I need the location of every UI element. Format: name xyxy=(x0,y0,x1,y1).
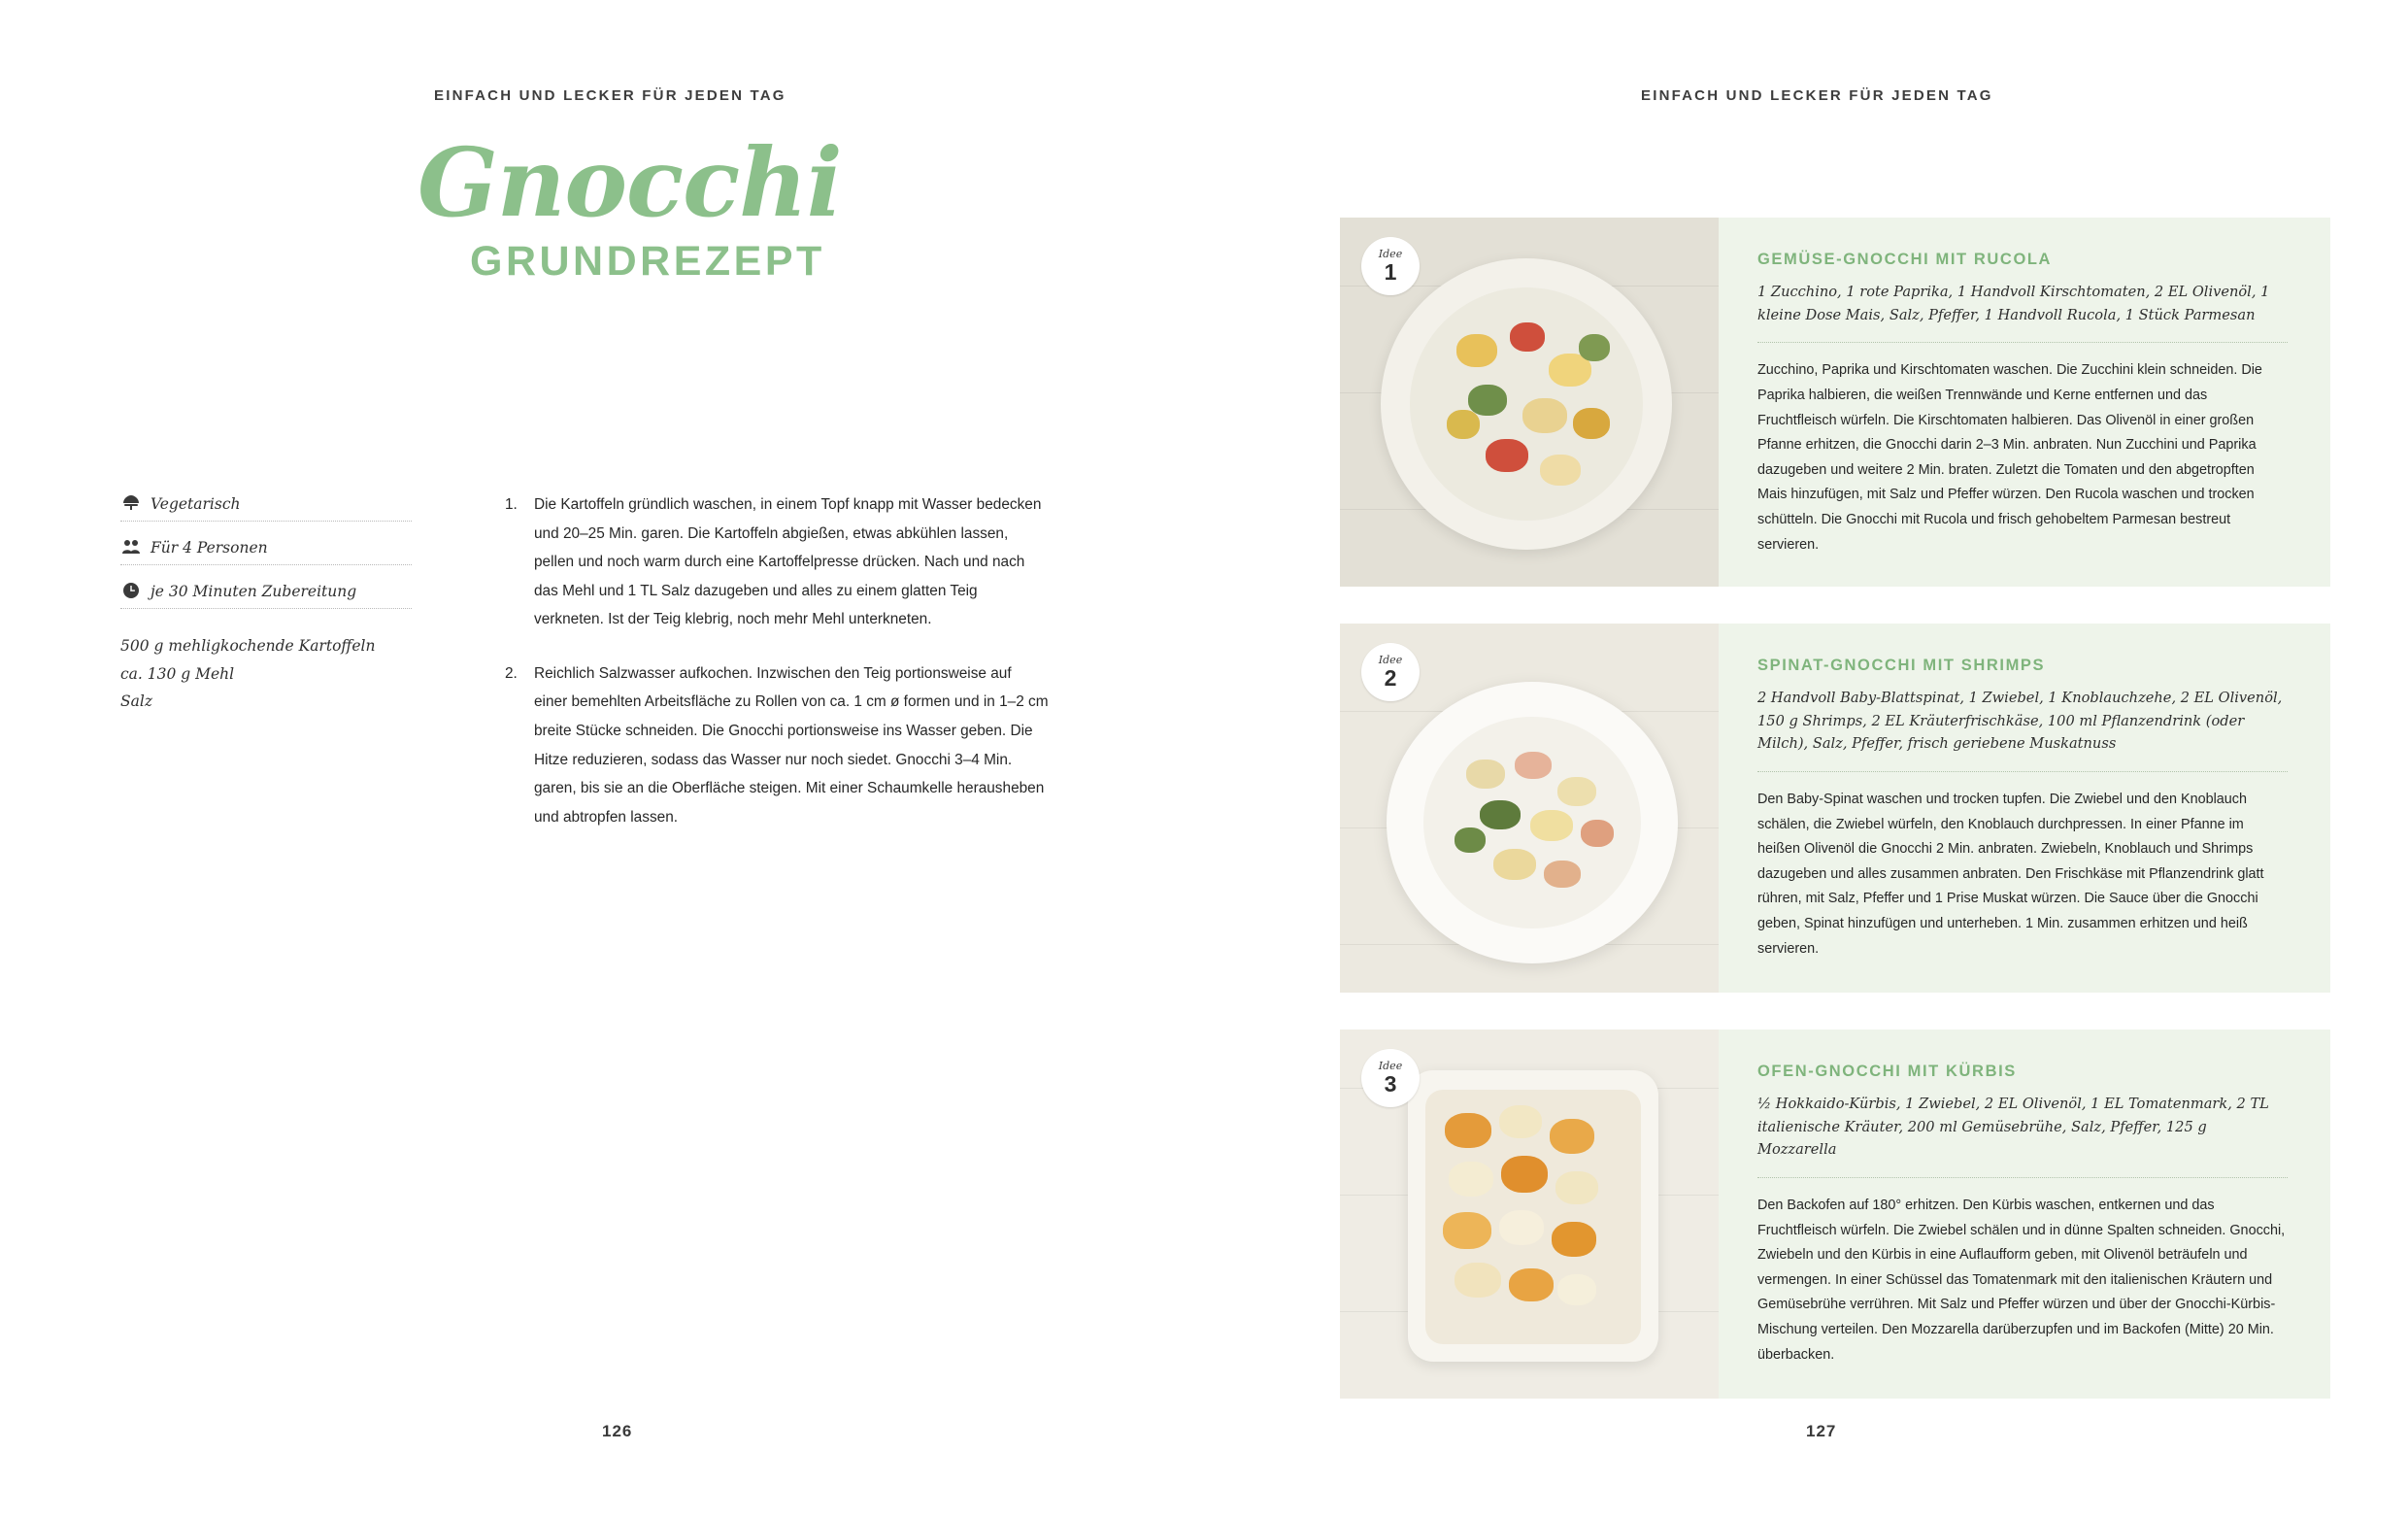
page-number-right: 127 xyxy=(1806,1422,1837,1440)
recipe-title-block xyxy=(418,127,1097,286)
idea-badge xyxy=(1361,1049,1420,1107)
idea-badge-number: 3 xyxy=(1384,1071,1397,1097)
persons-icon xyxy=(120,537,142,557)
idea-card-ingredients: 2 Handvoll Baby-Blattspinat, 1 Zwiebel, 1 Knoblauchzehe, 2 EL Olivenöl, 150 g Shrimps, 2 EL Kräuterfrischkäse, 100 ml Pflanzendrink (oder Milch), Salz, Pfeffer, frisch geriebene Muskatnuss xyxy=(1757,687,2288,772)
spinat-gnocchi-photo xyxy=(1340,624,1719,993)
page-title: Gnocchi xyxy=(418,127,842,238)
ingredient-list xyxy=(120,632,412,716)
idea-badge-label: Idee xyxy=(1378,248,1403,260)
running-head-right: EINFACH UND LECKER FÜR JEDEN TAG xyxy=(1641,87,1993,104)
meta-label-time: je 30 Minuten Zubereitung xyxy=(150,582,357,600)
recipe-step xyxy=(505,490,1049,634)
idea-card-method: Den Baby-Spinat waschen und trocken tupfen. Die Zwiebel und den Knoblauch schälen, die Zwiebel würfeln, den Knoblauch durchpressen. In einer Pfanne im heißen Olivenöl die Gnocchi 2 Min. anbraten. Zwiebeln, Knoblauch und Shrimps dazugeben und alles zusammen anbraten. Den Frischkäse mit Pflanzendrink glatt rühren, mit Salz, Pfeffer und 1 Prise Muskat würzen. Die Sauce über die Gnocchi geben, Spinat hinzufügen und unterheben. 1 Min. zusammen erhitzen und heiß servieren. xyxy=(1757,791,2264,957)
meta-row-vegetarian xyxy=(120,493,412,522)
idea-card xyxy=(1340,218,2330,587)
vegetarian-icon xyxy=(120,493,142,513)
idea-card xyxy=(1340,1030,2330,1399)
right-page xyxy=(1204,0,2408,1519)
gemuese-gnocchi-photo xyxy=(1340,218,1719,587)
idea-card-method: Den Backofen auf 180° erhitzen. Den Kürbis waschen, entkernen und das Fruchtfleisch würfeln. Die Zwiebel schälen und in dünne Spalten schneiden. Gnocchi, Zwiebeln und den Kürbis in eine Auflaufform geben, mit Olivenöl beträufeln und vermengen. In einer Schüssel das Tomatenmark mit den italienischen Kräutern und Gemüsebrühe verrühren. Mit Salz und Pfeffer würzen und über der Gnocchi-Kürbis-Mischung verteilen. Den Mozzarella darüberzupfen und im Backofen (Mitte) 20 Min. überbacken. xyxy=(1757,1197,2286,1363)
step-number: 1. xyxy=(505,496,518,513)
recipe-steps xyxy=(505,490,1049,857)
idea-card-title: SPINAT-GNOCCHI MIT SHRIMPS xyxy=(1757,657,2046,674)
idea-card xyxy=(1340,624,2330,993)
idea-badge xyxy=(1361,643,1420,701)
idea-card-ingredients: ½ Hokkaido-Kürbis, 1 Zwiebel, 2 EL Olivenöl, 1 EL Tomatenmark, 2 TL italienische Kräuter, 200 ml Gemüsebrühe, Salz, Pfeffer, 125 g Mozzarella xyxy=(1757,1093,2288,1178)
idea-badge xyxy=(1361,237,1420,295)
idea-card-body xyxy=(1719,1030,2330,1399)
step-text: Die Kartoffeln gründlich waschen, in einem Topf knapp mit Wasser bedecken und 20–25 Min. garen. Die Kartoffeln abgießen, etwas abkühlen lassen, pellen und noch warm durch eine Kartoffelpresse drücken. Nach und nach das Mehl und 1 TL Salz dazugeben und alles zu einem glatten Teig verkneten. Ist der Teig klebrig, noch mehr Mehl unterkneten. xyxy=(534,496,1042,628)
meta-label-vegetarian: Vegetarisch xyxy=(150,494,241,513)
idea-card-title: OFEN-GNOCCHI MIT KÜRBIS xyxy=(1757,1063,2017,1080)
recipe-step xyxy=(505,659,1049,831)
idea-badge-number: 2 xyxy=(1384,665,1397,691)
idea-card-ingredients: 1 Zucchino, 1 rote Paprika, 1 Handvoll Kirschtomaten, 2 EL Olivenöl, 1 kleine Dose Mais, Salz, Pfeffer, 1 Handvoll Rucola, 1 Stück Parmesan xyxy=(1757,281,2288,343)
idea-card-body xyxy=(1719,218,2330,587)
idea-card-method: Zucchino, Paprika und Kirschtomaten waschen. Die Zucchini klein schneiden. Die Paprika halbieren, die weißen Trennwände und Kerne entfernen und das Fruchtfleisch würfeln. Die Kirschtomaten halbieren. Das Olivenöl in einer großen Pfanne erhitzen, die Gnocchi darin 2–3 Min. anbraten. Nun Zucchini und Paprika dazugeben und weitere 2 Min. braten. Zuletzt die Tomaten und den abgetropften Mais hinzufügen, mit Salz und Pfeffer würzen. Den Rucola waschen und trocken schütteln. Die Gnocchi mit Rucola und frisch gehobeltem Parmesan bestreut servieren. xyxy=(1757,362,2262,553)
step-number: 2. xyxy=(505,664,518,682)
ingredient-item: 500 g mehligkochende Kartoffeln xyxy=(120,637,376,655)
step-text: Reichlich Salzwasser aufkochen. Inzwischen den Teig portionsweise auf einer bemehlten Arbeitsfläche zu Rollen von ca. 1 cm ø formen und in 1–2 cm breite Stücke schneiden. Die Gnocchi portionsweise ins Wasser geben. Die Hitze reduzieren, sodass das Wasser nur noch siedet. Gnocchi 3–4 Min. garen, bis sie an die Oberfläche steigen. Mit einer Schaumkelle herausheben und abtropfen lassen. xyxy=(534,664,1049,826)
idea-card-title: GEMÜSE-GNOCCHI MIT RUCOLA xyxy=(1757,251,2053,268)
ingredient-item: ca. 130 g Mehl xyxy=(120,664,235,683)
idea-badge-label: Idee xyxy=(1378,654,1403,666)
page-number-left: 126 xyxy=(602,1422,633,1440)
running-head-left: EINFACH UND LECKER FÜR JEDEN TAG xyxy=(434,87,786,104)
meta-label-persons: Für 4 Personen xyxy=(150,538,268,557)
idea-card-list xyxy=(1340,218,2330,1399)
clock-icon xyxy=(120,581,142,600)
idea-card-body xyxy=(1719,624,2330,993)
meta-row-persons xyxy=(120,537,412,565)
idea-badge-number: 1 xyxy=(1384,259,1397,285)
meta-row-time xyxy=(120,581,412,609)
ingredient-item: Salz xyxy=(120,692,152,711)
page-subtitle: GRUNDREZEPT xyxy=(470,238,825,285)
recipe-meta xyxy=(120,493,412,716)
ofen-gnocchi-photo xyxy=(1340,1030,1719,1399)
idea-badge-label: Idee xyxy=(1378,1060,1403,1072)
